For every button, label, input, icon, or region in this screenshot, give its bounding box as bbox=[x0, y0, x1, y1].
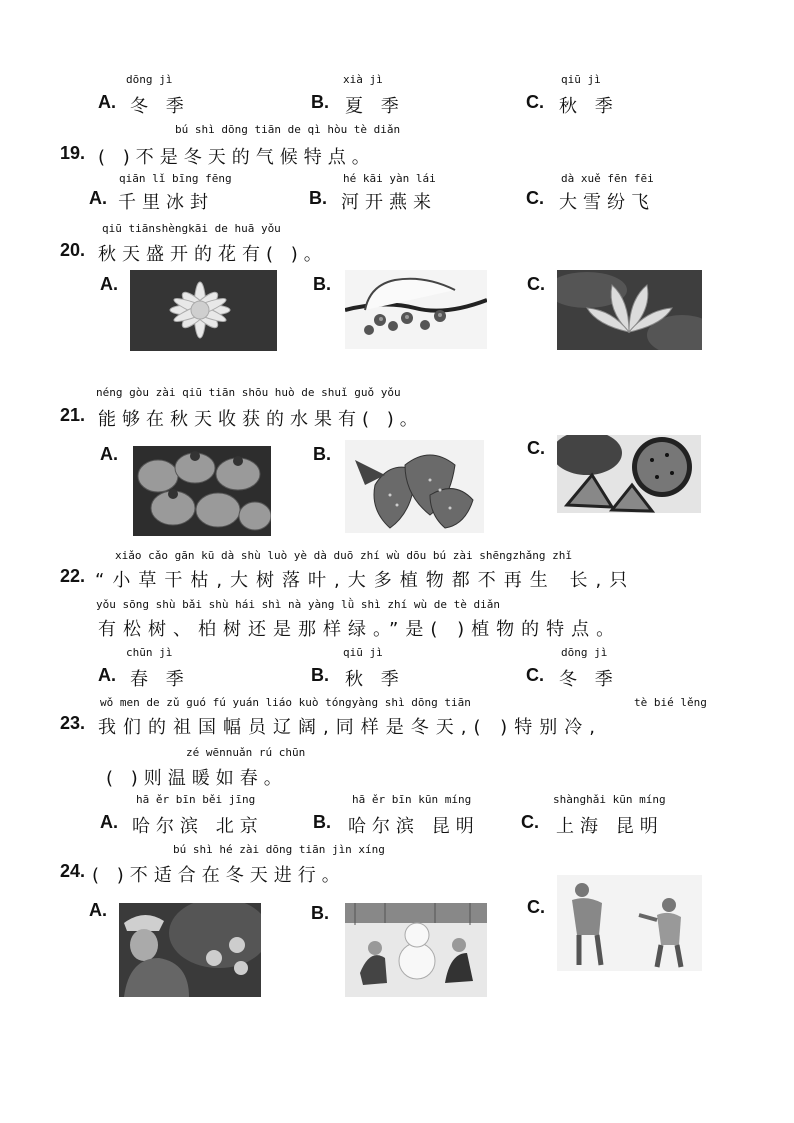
q23-question-line1: 我们的祖国幅员辽阔,同样是冬天,( )特别冷, bbox=[98, 717, 602, 738]
q21-c-label: C. bbox=[527, 438, 545, 458]
q23-pinyin-line2: zé wēnnuǎn rú chūn bbox=[186, 746, 306, 759]
q24-number: 24. bbox=[60, 861, 86, 881]
q19-c-pinyin: dà xuě fēn fēi bbox=[561, 172, 654, 185]
q23-c-text: 上海 昆明 bbox=[556, 816, 664, 837]
persimmon-image[interactable] bbox=[133, 446, 271, 536]
q20-question: 秋天盛开的花有( )。 bbox=[98, 244, 328, 265]
q21-a-label: A. bbox=[100, 444, 118, 464]
q18-a-pinyin: dōng jì bbox=[126, 73, 173, 86]
snowball-fight-image[interactable] bbox=[557, 875, 702, 971]
q23-question-line2: ( )则温暖如春。 bbox=[106, 768, 288, 789]
q23-c-pinyin: shànghǎi kūn míng bbox=[553, 793, 666, 806]
q19-b-pinyin: hé kāi yàn lái bbox=[343, 172, 436, 185]
q19-c-label: C. bbox=[526, 188, 544, 208]
q23-pinyin-line1: wǒ men de zǔ guó fú yuán liáo kuò tóngyàng shì dōng tiān bbox=[100, 696, 471, 709]
chrysanthemum-image[interactable] bbox=[130, 270, 277, 351]
q22-question-line1: “小草干枯,大树落叶,大多植物都不再生 长,只 bbox=[95, 570, 636, 591]
q22-pinyin-line2: yǒu sōng shù bǎi shù hái shì nà yàng lǜ shì zhí wù de tè diǎn bbox=[96, 598, 500, 611]
q19-b-text: 河开燕来 bbox=[341, 192, 437, 213]
q19-a-pinyin: qiān lǐ bīng fēng bbox=[119, 172, 232, 185]
q18-b-text: 夏 季 bbox=[345, 96, 405, 117]
q23-pinyin-line1-end: tè bié lěng bbox=[634, 696, 707, 709]
q19-a-text: 千里冰封 bbox=[118, 192, 214, 213]
q22-a-pinyin: chūn jì bbox=[126, 646, 173, 659]
q22-b-pinyin: qiū jì bbox=[343, 646, 383, 659]
q22-b-text: 秋 季 bbox=[345, 669, 405, 690]
q20-b-label: B. bbox=[313, 274, 331, 294]
snowman-image[interactable] bbox=[345, 903, 487, 997]
q20-c-label: C. bbox=[527, 274, 545, 294]
q19-c-text: 大雪纷飞 bbox=[559, 192, 655, 213]
q24-question: ( )不适合在冬天进行。 bbox=[92, 865, 346, 886]
q19-b-label: B. bbox=[309, 188, 327, 208]
q22-pinyin-line1: xiǎo cǎo gān kū dà shù luò yè dà duō zhí wù dōu bú zài shēngzhǎng zhǐ bbox=[115, 549, 572, 562]
q22-question-line2: 有松树、柏树还是那样绿。”是( )植物的特点。 bbox=[98, 619, 622, 640]
q21-pinyin: néng gòu zài qiū tiān shōu huò de shuǐ guǒ yǒu bbox=[96, 386, 401, 399]
q22-c-text: 冬 季 bbox=[559, 669, 619, 690]
lotus-image[interactable] bbox=[557, 270, 702, 350]
q24-c-label: C. bbox=[527, 897, 545, 917]
plum-blossom-snow-image[interactable] bbox=[345, 270, 487, 349]
q18-a-label: A. bbox=[98, 92, 116, 112]
q18-b-pinyin: xià jì bbox=[343, 73, 383, 86]
watermelon-image[interactable] bbox=[557, 435, 701, 513]
q19-question: ( )不是冬天的气候特点。 bbox=[98, 147, 376, 168]
q23-b-pinyin: hā ěr bīn kūn míng bbox=[352, 793, 472, 806]
q23-b-text: 哈尔滨 昆明 bbox=[348, 816, 480, 837]
q20-a-label: A. bbox=[100, 274, 118, 294]
q18-c-label: C. bbox=[526, 92, 544, 112]
q19-number: 19. bbox=[60, 143, 86, 163]
q18-a-text: 冬 季 bbox=[130, 96, 190, 117]
q21-b-label: B. bbox=[313, 444, 331, 464]
q24-b-label: B. bbox=[311, 903, 329, 923]
q23-c-label: C. bbox=[521, 812, 539, 832]
q22-c-label: C. bbox=[526, 665, 544, 685]
q23-a-text: 哈尔滨 北京 bbox=[132, 816, 264, 837]
strawberry-image[interactable] bbox=[345, 440, 484, 533]
q20-pinyin: qiū tiānshèngkāi de huā yǒu bbox=[102, 222, 281, 235]
q23-number: 23. bbox=[60, 713, 86, 733]
q24-pinyin: bú shì hé zài dōng tiān jìn xíng bbox=[173, 843, 385, 856]
q23-a-pinyin: hā ěr bīn běi jīng bbox=[136, 793, 256, 806]
q21-question: 能够在秋天收获的水果有( )。 bbox=[98, 409, 424, 430]
q20-number: 20. bbox=[60, 240, 86, 260]
q22-b-label: B. bbox=[311, 665, 329, 685]
q22-number: 22. bbox=[60, 566, 86, 586]
q22-c-pinyin: dōng jì bbox=[561, 646, 608, 659]
q23-b-label: B. bbox=[313, 812, 331, 832]
q18-b-label: B. bbox=[311, 92, 329, 112]
fruit-picking-image[interactable] bbox=[119, 903, 261, 997]
q21-number: 21. bbox=[60, 405, 86, 425]
q18-c-text: 秋 季 bbox=[559, 96, 619, 117]
q23-a-label: A. bbox=[100, 812, 118, 832]
q22-a-label: A. bbox=[98, 665, 116, 685]
q19-a-label: A. bbox=[89, 188, 107, 208]
q24-a-label: A. bbox=[89, 900, 107, 920]
q18-c-pinyin: qiū jì bbox=[561, 73, 601, 86]
q22-a-text: 春 季 bbox=[130, 669, 190, 690]
q19-pinyin: bú shì dōng tiān de qì hòu tè diǎn bbox=[175, 123, 401, 136]
